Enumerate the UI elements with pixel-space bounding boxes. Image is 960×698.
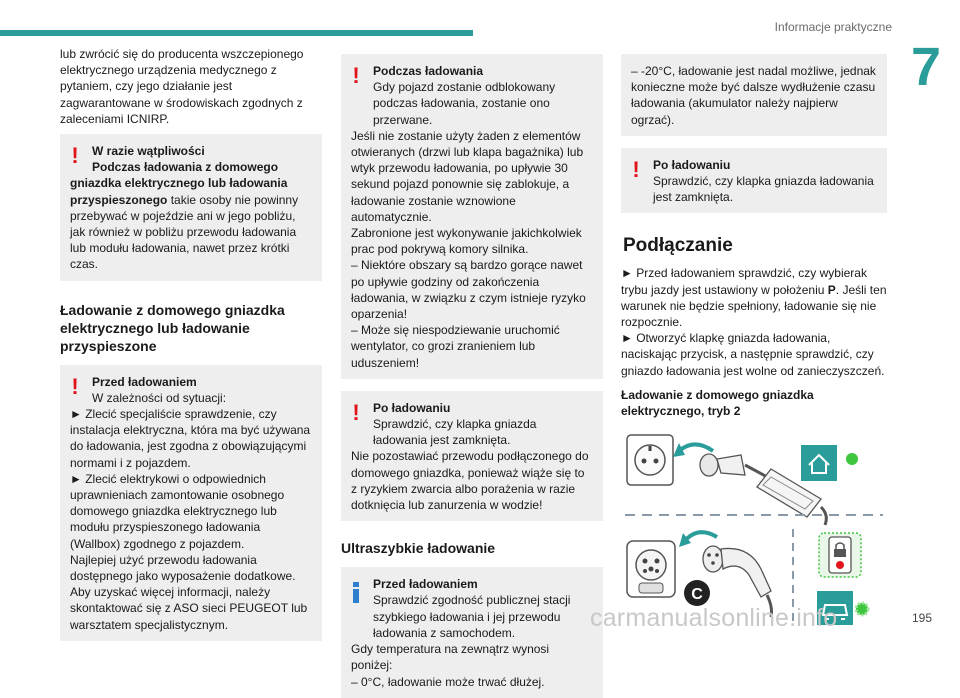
section-heading-home-charging: Ładowanie z domowego gniazdka elektrycznego lub ładowanie przyspieszone [60, 301, 285, 354]
column-1 [60, 46, 322, 641]
warning-box-before-charging [60, 365, 322, 641]
intro-paragraph: lub zwrócić się do producenta wszczepionego elektrycznego urządzenia medycznego z pytaniem, czy jego działanie jest zagwarantowane w środowiskach zgodnych z zaleceniami ICNIRP. [60, 47, 304, 126]
box-line: Gdy temperatura na zewnątrz wynosi poniżej: [351, 642, 550, 673]
domestic-socket-icon [627, 435, 673, 485]
header-title: Informacje praktyczne [774, 20, 892, 34]
warning-icon: ! [71, 373, 79, 399]
box-line: W zależności od sytuacji: [92, 390, 227, 405]
section-heading-connecting: Podłączanie [623, 235, 733, 257]
box-line: – -20°C, ładowanie jest nadal możliwe, jednak konieczne może być dalsze wydłużenie czasu ładowania (akumulator należy najpierw ogrzać). [631, 64, 876, 127]
charging-lock-indicator-icon [819, 533, 861, 577]
box-line: Sprawdzić, czy klapka gniazda ładowania jest zamknięta. [653, 174, 874, 205]
box-line: – 0°C, ładowanie może trwać dłużej. [351, 674, 545, 689]
box-title: Przed ładowaniem [92, 374, 197, 389]
box-line: – Niektóre obszary są bardzo gorące nawet po upływie godziny od zakończenia ładowania, w związku z czym istnieje ryzyko oparzenia! [351, 258, 586, 322]
box-line: – Może się niespodziewanie uruchomić wentylator, co grozi zranieniem lub uduszeniem! [351, 323, 560, 370]
warning-box-after-charging-2 [621, 148, 887, 214]
box-line: ► Zlecić specjaliście sprawdzenie, czy instalacja elektryczna, która ma być używana do ładowania, jest zgodna z obowiązującymi normami i z pojazdem. [70, 407, 311, 470]
warning-box-during-charging [341, 54, 603, 379]
warning-icon: ! [352, 399, 360, 425]
warning-box-after-charging [341, 391, 603, 521]
box-line: Gdy pojazd zostanie odblokowany podczas ładowania, zostanie ono przerwane. [373, 80, 556, 127]
box-line: Najlepiej użyć przewodu ładowania dostępnego jako wyposażenie dodatkowe. [70, 552, 296, 584]
connecting-step-2: ► Otworzyć klapkę gniazda ładowania, naciskając przycisk, a następnie sprawdzić, czy gniazdo ładowania jest wolne od zanieczyszczeń. [621, 331, 885, 378]
box-line: Sprawdzić zgodność publicznej stacji szybkiego ładowania i jej przewodu ładowania z samochodem. [373, 593, 571, 640]
box-title: Przed ładowaniem [373, 577, 478, 592]
warning-box-doubt [60, 134, 322, 281]
box-line: Nie pozostawiać przewodu podłączonego do domowego gniazdka, ponieważ wiąże się to z ryzykiem zwarcia albo porażenia w razie dotknięcia lub zanurzenia w wodzie! [351, 449, 589, 513]
callout-c-letter: C [691, 585, 703, 603]
connecting-step-1: ► Przed ładowaniem sprawdzić, czy wybierak trybu jazdy jest ustawiony w położeniu P. Jeśli ten warunek nie będzie spełniony, ładowanie się nie rozpocznie. [621, 266, 887, 330]
section-heading-ultrafast: Ultraszybkie ładowanie [341, 540, 496, 557]
watermark: carmanualsonline.info [590, 604, 838, 632]
info-icon [351, 579, 361, 603]
warning-icon: ! [71, 143, 79, 169]
column-2 [341, 46, 603, 698]
box-line: ► Zlecić elektrykowi o odpowiednich uprawnieniach zamontowanie osobnego domowego gniazdka elektrycznego lub modułu przyspieszonego ładowania (Wallbox) zgodnego z pojazdem. [70, 471, 285, 551]
column-3 [621, 46, 887, 627]
warning-text: Podczas ładowania z domowego gniazdka elektrycznego lub ładowania przyspieszonego takie osoby nie powinny przebywać w pojeździe ani w jego pobliżu, jak również w pobliżu przewodu ładowania lub modułu ładowania, nawet przez krótki czas. [70, 160, 299, 272]
vehicle-charging-inlet-icon [627, 541, 675, 597]
warning-title: W razie wątpliwości [92, 144, 205, 159]
chapter-number: 7 [910, 37, 942, 97]
green-status-light [846, 453, 858, 465]
green-status-light [856, 603, 868, 615]
header-accent-bar [0, 30, 473, 36]
box-line: Zabronione jest wykonywanie jakichkolwiek prac pod pokrywą komory silnika. [351, 226, 582, 257]
box-line: Sprawdzić, czy klapka gniazda ładowania jest zamknięta. [373, 417, 537, 448]
charging-illustration [621, 429, 887, 627]
box-title: Podczas ładowania [373, 64, 484, 78]
home-charging-indicator [801, 445, 837, 481]
info-box-before-charging [341, 567, 603, 697]
page-number: 195 [911, 611, 932, 625]
warning-icon: ! [352, 63, 360, 88]
box-line: Jeśli nie zostanie użyty żaden z elementów otwieranych (drzwi lub klapa bagażnika) lub wtyk przewodu ładowania, po upływie 30 sekund pojazd ponownie się zablokuje, a ładowanie zostanie wznowione automatycznie. [351, 128, 584, 224]
info-box-continued [621, 54, 887, 136]
warning-icon: ! [632, 156, 640, 182]
box-title: Po ładowaniu [373, 400, 451, 415]
subheading-mode-2: Ładowanie z domowego gniazdka elektrycznego, tryb 2 [621, 387, 814, 418]
box-line: Aby uzyskać więcej informacji, należy skontaktować się z ASO sieci PEUGEOT lub warsztatem specjalistycznym. [70, 585, 308, 632]
box-title: Po ładowaniu [653, 157, 731, 172]
